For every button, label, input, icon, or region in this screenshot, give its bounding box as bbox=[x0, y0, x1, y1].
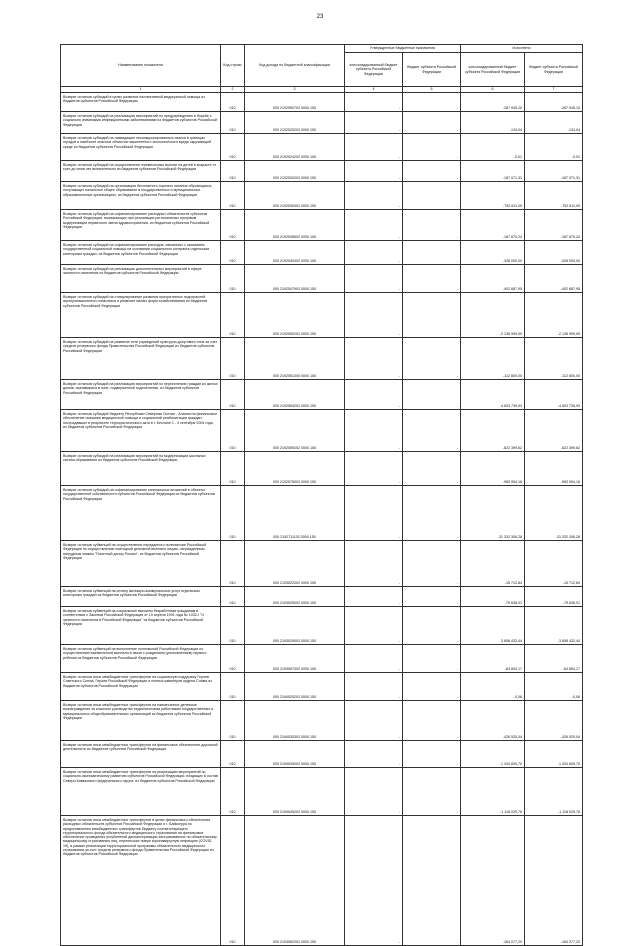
row-executed-consolidated: -31 332 306,28 bbox=[461, 486, 525, 541]
row-approved-subject: - bbox=[403, 241, 461, 265]
row-approved-consolidated: - bbox=[345, 768, 403, 816]
header-budget-code: Код дохода по бюджетной классификации bbox=[245, 45, 345, 87]
row-name: Возврат остатков субсидий на софинансирование расходных обязательств субъектов Российской Федерации, возникающих при реализации региональных программ модернизации первичного звена здравоохранения, из бюджетов субъектов Российской Федерации bbox=[61, 210, 221, 241]
row-code: 010 bbox=[221, 741, 245, 768]
row-executed-subject: -187 670,24 bbox=[525, 210, 583, 241]
row-approved-subject: - bbox=[403, 410, 461, 452]
row-code: 010 bbox=[221, 265, 245, 293]
row-approved-consolidated: - bbox=[345, 587, 403, 607]
row-executed-subject: -983 954,16 bbox=[525, 452, 583, 486]
row-budget-code: 000 2193522002 0000 150 bbox=[245, 541, 345, 587]
row-name: Возврат остатков субсидий на софинансирование капитальных вложений в объекты государственной собственности субъектов Российской Федерации из бюджетов субъектов Российской Федерации bbox=[61, 486, 221, 541]
row-approved-subject: - bbox=[403, 161, 461, 182]
row-approved-consolidated: - bbox=[345, 265, 403, 293]
row-name: Возврат остатков субсидий на реализацию мероприятий по переселению граждан из жилых домов, оказавшихся в зоне, подверженной подтоплению, из бюджетов субъектов Российской Федерации bbox=[61, 380, 221, 410]
row-executed-consolidated: -1 118 029,76 bbox=[461, 768, 525, 816]
row-approved-consolidated: - bbox=[345, 607, 403, 645]
row-name: Возврат остатков иных межбюджетных трансфертов на реализацию мероприятий по социально-экономическому развитию субъектов Российской Федерации, входящих в состав Северо-Кавказского федерального округа, из бюджетов субъектов Российской Федерации bbox=[61, 768, 221, 816]
row-executed-subject: -4 603 739,93 bbox=[525, 380, 583, 410]
row-approved-consolidated: - bbox=[345, 452, 403, 486]
row-budget-code: 000 2192536502 0000 150 bbox=[245, 210, 345, 241]
row-budget-code: 000 2192530202 0000 150 bbox=[245, 161, 345, 182]
row-code: 010 bbox=[221, 673, 245, 701]
row-budget-code: 000 2192590702 0000 150 bbox=[245, 93, 345, 112]
row-approved-subject: - bbox=[403, 673, 461, 701]
row-executed-consolidated: -328 000,00 bbox=[461, 241, 525, 265]
row-executed-subject: -15 712,84 bbox=[525, 541, 583, 587]
row-executed-subject: -328 000,00 bbox=[525, 241, 583, 265]
table-row bbox=[61, 134, 583, 161]
row-executed-subject: -1 118 029,76 bbox=[525, 768, 583, 816]
row-executed-consolidated: -402 687,95 bbox=[461, 265, 525, 293]
row-name: Возврат остатков субсидий на осуществление ежемесячных выплат на детей в возрасте от трех до семи лет включительно из бюджетов субъектов Российской Федерации bbox=[61, 161, 221, 182]
table-row bbox=[61, 265, 583, 293]
row-approved-consolidated: - bbox=[345, 486, 403, 541]
row-name: Возврат остатков субсидий в целях развития паллиативной медицинской помощи из бюджетов субъектов Российской Федерации bbox=[61, 93, 221, 112]
row-approved-subject: - bbox=[403, 112, 461, 134]
header-executed-consolidated: консолидированный бюджет субъекта Российской Федерации bbox=[461, 53, 525, 87]
row-approved-consolidated: - bbox=[345, 210, 403, 241]
row-executed-consolidated: -64 654,17 bbox=[461, 645, 525, 673]
row-executed-consolidated: -426 520,04 bbox=[461, 701, 525, 741]
col-number: 5 bbox=[403, 87, 461, 93]
row-executed-consolidated: -0,06 bbox=[461, 673, 525, 701]
col-number: 3 bbox=[245, 87, 345, 93]
row-name: Возврат остатков субсидий на реализацию мероприятий по предупреждению и борьбе с социально значимыми инфекционными заболеваниями из бюджетов субъектов Российской Федерации bbox=[61, 112, 221, 134]
row-code: 010 bbox=[221, 645, 245, 673]
row-executed-consolidated: -983 954,16 bbox=[461, 452, 525, 486]
table-row bbox=[61, 701, 583, 741]
row-approved-consolidated: - bbox=[345, 241, 403, 265]
table-row bbox=[61, 410, 583, 452]
row-approved-subject: - bbox=[403, 607, 461, 645]
table-row bbox=[61, 816, 583, 946]
row-approved-subject: - bbox=[403, 265, 461, 293]
row-budget-code: 000 2192575002 0000 150 bbox=[245, 452, 345, 486]
row-executed-consolidated: -2 138 999,09 bbox=[461, 293, 525, 338]
row-executed-consolidated: -622 399,62 bbox=[461, 410, 525, 452]
row-executed-consolidated: -79 638,01 bbox=[461, 587, 525, 607]
page-number: 23 bbox=[316, 14, 324, 20]
row-name: Возврат остатков субсидий бюджету Республики Северная Осетия - Алания на финансовое обеспечение оказания медицинской помощи и социальной реабилитации граждан, пострадавших в результате террористического акта в г. Беслане 1 - 3 сентября 2004 года, из бюджетов субъектов Российской Федерации bbox=[61, 410, 221, 452]
row-code: 010 bbox=[221, 541, 245, 587]
row-executed-consolidated: -4 603 739,93 bbox=[461, 380, 525, 410]
row-executed-consolidated: -134,04 bbox=[461, 112, 525, 134]
row-executed-subject: -79 638,01 bbox=[525, 587, 583, 607]
row-executed-consolidated: -187 670,24 bbox=[461, 210, 525, 241]
table-row bbox=[61, 161, 583, 182]
header-approved-consolidated: консолидированный бюджет субъекта Российской Федерации bbox=[345, 53, 403, 87]
row-name: Возврат остатков иных межбюджетных трансфертов на социальную поддержку Героев Советского Союза, Героев Российской Федерации и полных кавалеров ордена Славы из бюджетов субъектов Российской Федерации bbox=[61, 673, 221, 701]
row-budget-code: 000 2192540402 0000 150 bbox=[245, 241, 345, 265]
row-executed-consolidated: -3 658 432,44 bbox=[461, 607, 525, 645]
row-approved-subject: - bbox=[403, 452, 461, 486]
table-row bbox=[61, 768, 583, 816]
row-executed-subject: -287 945,10 bbox=[525, 93, 583, 112]
row-budget-code: 000 2193529002 0000 150 bbox=[245, 607, 345, 645]
table-row bbox=[61, 607, 583, 645]
table-row bbox=[61, 486, 583, 541]
row-code: 010 bbox=[221, 293, 245, 338]
row-name: Возврат остатков субвенций на социальные выплаты безработным гражданам в соответствии с Законом Российской Федерации от 19 апреля 1991 года № 1032-I "О занятости населения в Российской Федерации" из бюджетов субъектов Российской Федерации bbox=[61, 607, 221, 645]
table-row bbox=[61, 210, 583, 241]
row-name: Возврат остатков субсидий на реализацию дополнительных мероприятий в сфере занятости населения из бюджетов субъектов Российской Федерации bbox=[61, 265, 221, 293]
row-approved-consolidated: - bbox=[345, 380, 403, 410]
row-approved-consolidated: - bbox=[345, 645, 403, 673]
row-approved-subject: - bbox=[403, 587, 461, 607]
table-row bbox=[61, 338, 583, 380]
row-name: Возврат остатков субсидий на ликвидацию несанкционированных свалок в границах городов и наиболее опасных объектов накопленного экологического вреда окружающей среде из бюджетов субъектов Российской Федерации bbox=[61, 134, 221, 161]
row-code: 010 bbox=[221, 701, 245, 741]
table-row bbox=[61, 452, 583, 486]
row-code: 010 bbox=[221, 161, 245, 182]
table-row bbox=[61, 741, 583, 768]
row-approved-consolidated: - bbox=[345, 673, 403, 701]
table-row bbox=[61, 380, 583, 410]
row-code: 010 bbox=[221, 93, 245, 112]
header-executed-subject: бюджет субъекта Российской Федерации bbox=[525, 53, 583, 87]
row-code: 010 bbox=[221, 486, 245, 541]
row-name: Возврат остатков субсидий на организацию бесплатного горячего питания обучающихся, получающих начальное общее образование в государственных и муниципальных образовательных организациях, из бюджетов субъектов Российской Федерации bbox=[61, 182, 221, 210]
table-body bbox=[61, 93, 583, 946]
row-approved-subject: - bbox=[403, 380, 461, 410]
row-approved-consolidated: - bbox=[345, 816, 403, 946]
row-code: 010 bbox=[221, 182, 245, 210]
row-approved-subject: - bbox=[403, 182, 461, 210]
row-approved-subject: - bbox=[403, 293, 461, 338]
row-executed-consolidated: -164 077,20 bbox=[461, 816, 525, 946]
row-code: 010 bbox=[221, 380, 245, 410]
row-code: 010 bbox=[221, 134, 245, 161]
row-executed-subject: -187 071,31 bbox=[525, 161, 583, 182]
row-budget-code: 000 2192547902 0000 150 bbox=[245, 265, 345, 293]
row-approved-consolidated: - bbox=[345, 741, 403, 768]
row-executed-subject: -0,06 bbox=[525, 673, 583, 701]
row-code: 010 bbox=[221, 768, 245, 816]
header-executed-group: Исполнено bbox=[461, 45, 583, 53]
row-executed-subject: -402 687,95 bbox=[525, 265, 583, 293]
table-row bbox=[61, 112, 583, 134]
row-approved-consolidated: - bbox=[345, 410, 403, 452]
row-code: 010 bbox=[221, 607, 245, 645]
row-name: Возврат остатков субсидий на развитие сети учреждений культурно-досугового типа за счет средств резервного фонда Правительства Российской Федерации из бюджетов субъектов Российской Федерации bbox=[61, 338, 221, 380]
row-budget-code: 000 2192530402 0000 150 bbox=[245, 182, 345, 210]
row-budget-code: 000 2194545202 0000 150 bbox=[245, 768, 345, 816]
row-approved-subject: - bbox=[403, 93, 461, 112]
col-number: 7 bbox=[525, 87, 583, 93]
row-name: Возврат остатков субсидий на софинансирование расходов, связанных с оказанием государственной социальной помощи на основании социального контракта отдельным категориям граждан, из бюджетов субъектов Российской Федерации bbox=[61, 241, 221, 265]
row-code: 010 bbox=[221, 410, 245, 452]
row-executed-subject: -134,04 bbox=[525, 112, 583, 134]
row-budget-code: 000 2192520202 0000 150 bbox=[245, 112, 345, 134]
row-name: Возврат остатков иных межбюджетных трансфертов в целях финансового обеспечения расходных обязательств субъектов Российской Федерации и г. Байконура по предоставлению межбюджетных трансфертов бюджету соответствующего территориального фонда обязательного медицинского страхования на финансовое обеспечение проведения углубленной диспансеризации застрахованных по обязательному медицинскому страхованию лиц, перенесших новую коронавирусную инфекцию (COVID-19), в рамках реализации территориальной программы обязательного медицинского страхования за счет средств резервного фонда Правительства Российской Федерации из бюджетов субъектов Российской Федерации bbox=[61, 816, 221, 946]
row-code: 010 bbox=[221, 587, 245, 607]
table-row bbox=[61, 541, 583, 587]
row-budget-code: 000 2194539002 0000 150 bbox=[245, 741, 345, 768]
row-name: Возврат остатков субвенций на выполнение полномочий Российской Федерации по осуществлению ежемесячной выплаты в связи с рождением (усыновлением) первого ребенка из бюджетов субъектов Российской Федерации bbox=[61, 645, 221, 673]
col-number: 6 bbox=[461, 87, 525, 93]
row-approved-subject: - bbox=[403, 486, 461, 541]
row-executed-subject: -1 334 609,70 bbox=[525, 741, 583, 768]
row-code: 010 bbox=[221, 241, 245, 265]
table-row bbox=[61, 93, 583, 112]
table-row bbox=[61, 587, 583, 607]
table-row bbox=[61, 673, 583, 701]
row-approved-consolidated: - bbox=[345, 161, 403, 182]
col-number: 4 bbox=[345, 87, 403, 93]
table-row bbox=[61, 241, 583, 265]
row-executed-subject: -752 611,05 bbox=[525, 182, 583, 210]
row-approved-subject: - bbox=[403, 701, 461, 741]
col-number: 1 bbox=[61, 87, 221, 93]
header-approved-group: Утвержденные бюджетные назначения bbox=[345, 45, 461, 53]
row-executed-subject: -3 658 432,44 bbox=[525, 607, 583, 645]
row-budget-code: 000 2192711102 0000 150 bbox=[245, 486, 345, 541]
row-approved-subject: - bbox=[403, 338, 461, 380]
row-budget-code: 000 2194530302 0000 150 bbox=[245, 701, 345, 741]
row-approved-subject: - bbox=[403, 768, 461, 816]
row-budget-code: 000 2193525002 0000 150 bbox=[245, 587, 345, 607]
row-executed-consolidated: -187 071,31 bbox=[461, 161, 525, 182]
row-approved-consolidated: - bbox=[345, 338, 403, 380]
row-approved-subject: - bbox=[403, 541, 461, 587]
row-executed-consolidated: -112 800,00 bbox=[461, 338, 525, 380]
row-approved-subject: - bbox=[403, 210, 461, 241]
row-name: Возврат остатков иных межбюджетных трансфертов на финансовое обеспечение дорожной деятельности из бюджетов субъектов Российской Федерации bbox=[61, 741, 221, 768]
row-approved-subject: - bbox=[403, 645, 461, 673]
row-budget-code: 000 2192524202 0000 150 bbox=[245, 134, 345, 161]
row-budget-code: 000 2194525202 0000 150 bbox=[245, 673, 345, 701]
table-row bbox=[61, 293, 583, 338]
row-executed-consolidated: -15 712,84 bbox=[461, 541, 525, 587]
row-budget-code: 000 2192551300 0000 150 bbox=[245, 338, 345, 380]
row-approved-consolidated: - bbox=[345, 93, 403, 112]
row-budget-code: 000 2192554202 0000 150 bbox=[245, 380, 345, 410]
row-code: 010 bbox=[221, 816, 245, 946]
row-executed-subject: -0,01 bbox=[525, 134, 583, 161]
row-budget-code: 000 2194562202 0000 150 bbox=[245, 816, 345, 946]
table-row bbox=[61, 645, 583, 673]
row-approved-consolidated: - bbox=[345, 134, 403, 161]
row-name: Возврат остатков субсидий на реализацию мероприятий по модернизации школьных систем образования из бюджетов субъектов Российской Федерации bbox=[61, 452, 221, 486]
row-executed-subject: -2 138 999,09 bbox=[525, 293, 583, 338]
header-approved-subject: бюджет субъекта Российской Федерации bbox=[403, 53, 461, 87]
header-code: Код строки bbox=[221, 45, 245, 87]
row-executed-subject: -31 332 306,28 bbox=[525, 486, 583, 541]
row-approved-consolidated: - bbox=[345, 541, 403, 587]
row-code: 010 bbox=[221, 338, 245, 380]
table-row bbox=[61, 182, 583, 210]
row-approved-consolidated: - bbox=[345, 182, 403, 210]
row-executed-subject: -64 654,17 bbox=[525, 645, 583, 673]
budget-execution-table bbox=[60, 44, 583, 946]
col-number: 2 bbox=[221, 87, 245, 93]
row-executed-consolidated: -752 611,05 bbox=[461, 182, 525, 210]
row-name: Возврат остатков иных межбюджетных трансфертов на ежемесячное денежное вознаграждение за классное руководство педагогическим работникам государственных и муниципальных общеобразовательных организаций из бюджетов субъектов Российской Федерации bbox=[61, 701, 221, 741]
row-code: 010 bbox=[221, 210, 245, 241]
row-approved-subject: - bbox=[403, 134, 461, 161]
row-approved-consolidated: - bbox=[345, 112, 403, 134]
row-executed-consolidated: -0,01 bbox=[461, 134, 525, 161]
row-executed-subject: -112 800,00 bbox=[525, 338, 583, 380]
row-name: Возврат остатков субсидий на стимулирование развития приоритетных подотраслей агропромышленного комплекса и развитие малых форм хозяйствования из бюджетов субъектов Российской Федерации bbox=[61, 293, 221, 338]
row-name: Возврат остатков субвенций на оплату жилищно-коммунальных услуг отдельным категориям граждан из бюджетов субъектов Российской Федерации bbox=[61, 587, 221, 607]
row-name: Возврат остатков субвенций на осуществление переданного полномочия Российской Федерации по осуществлению ежегодной денежной выплаты лицам, награжденным нагрудным знаком "Почетный донор России", из бюджетов субъектов Российской Федерации bbox=[61, 541, 221, 587]
row-executed-consolidated: -287 945,10 bbox=[461, 93, 525, 112]
row-executed-subject: -426 520,04 bbox=[525, 701, 583, 741]
row-approved-subject: - bbox=[403, 741, 461, 768]
row-executed-subject: -164 077,20 bbox=[525, 816, 583, 946]
row-approved-consolidated: - bbox=[345, 701, 403, 741]
row-approved-subject: - bbox=[403, 816, 461, 946]
row-code: 010 bbox=[221, 452, 245, 486]
row-budget-code: 000 2192550202 0000 150 bbox=[245, 293, 345, 338]
row-executed-subject: -622 399,62 bbox=[525, 410, 583, 452]
row-approved-consolidated: - bbox=[345, 293, 403, 338]
row-budget-code: 000 2192559202 0000 150 bbox=[245, 410, 345, 452]
header-name: Наименование показателя bbox=[61, 45, 221, 87]
row-code: 010 bbox=[221, 112, 245, 134]
row-budget-code: 000 2193557302 0000 150 bbox=[245, 645, 345, 673]
row-executed-consolidated: -1 334 609,70 bbox=[461, 741, 525, 768]
